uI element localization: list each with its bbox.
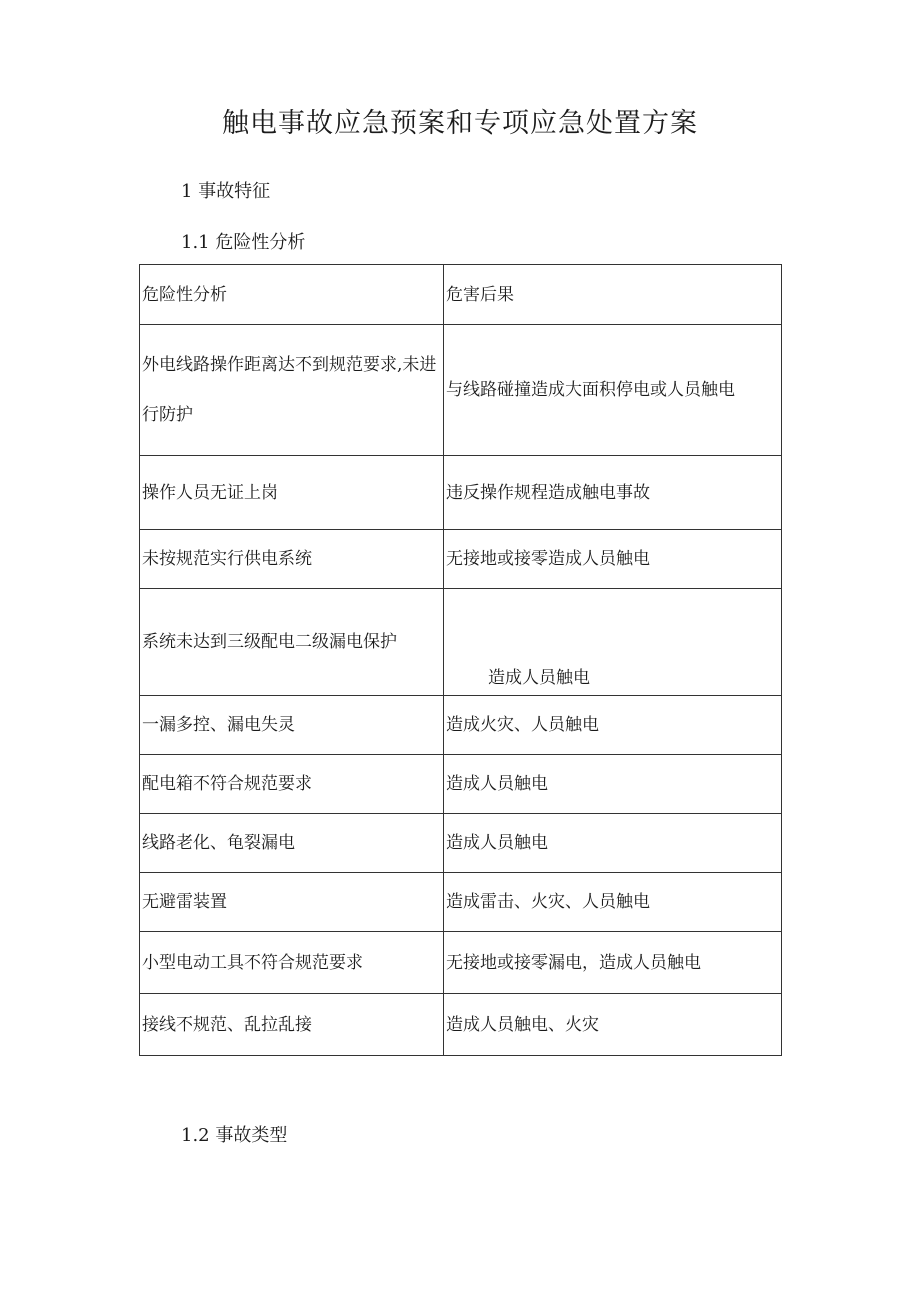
table-row bbox=[140, 814, 782, 873]
table-row bbox=[140, 873, 782, 932]
consequence-cell: 违反操作规程造成触电事故 bbox=[444, 456, 782, 530]
hazard-cell: 小型电动工具不符合规范要求 bbox=[140, 932, 444, 994]
section-heading-1: 1 事故特征 bbox=[181, 181, 271, 202]
consequence-cell: 无接地或接零造成人员触电 bbox=[444, 530, 782, 589]
consequence-cell: 无接地或接零漏电，造成人员触电 bbox=[444, 932, 782, 994]
hazard-cell: 线路老化、龟裂漏电 bbox=[140, 814, 444, 873]
consequence-cell: 造成人员触电 bbox=[444, 814, 782, 873]
consequence-cell: 造成人员触电 bbox=[444, 589, 782, 696]
hazard-cell: 接线不规范、乱拉乱接 bbox=[140, 994, 444, 1056]
hazard-cell: 外电线路操作距离达不到规范要求,未进行防护 bbox=[140, 325, 444, 456]
consequence-cell: 与线路碰撞造成大面积停电或人员触电 bbox=[444, 325, 782, 456]
table-header-row bbox=[140, 265, 782, 325]
hazard-analysis-table bbox=[139, 264, 782, 1056]
consequence-cell: 造成人员触电、火灾 bbox=[444, 994, 782, 1056]
hazard-cell: 未按规范实行供电系统 bbox=[140, 530, 444, 589]
hazard-cell: 一漏多控、漏电失灵 bbox=[140, 696, 444, 755]
section-heading-1-1: 1.1 危险性分析 bbox=[181, 232, 306, 253]
consequence-cell: 造成雷击、火灾、人员触电 bbox=[444, 873, 782, 932]
table-row bbox=[140, 530, 782, 589]
table-row bbox=[140, 755, 782, 814]
table-row bbox=[140, 994, 782, 1056]
table-row bbox=[140, 932, 782, 994]
document-title: 触电事故应急预案和专项应急处置方案 bbox=[222, 108, 698, 139]
header-hazard: 危险性分析 bbox=[140, 265, 444, 325]
hazard-cell: 操作人员无证上岗 bbox=[140, 456, 444, 530]
consequence-cell: 造成人员触电 bbox=[444, 755, 782, 814]
consequence-cell: 造成火灾、人员触电 bbox=[444, 696, 782, 755]
hazard-cell: 配电箱不符合规范要求 bbox=[140, 755, 444, 814]
hazard-cell: 系统未达到三级配电二级漏电保护 bbox=[140, 589, 444, 696]
section-heading-1-2: 1.2 事故类型 bbox=[181, 1125, 288, 1146]
hazard-cell: 无避雷装置 bbox=[140, 873, 444, 932]
table-row bbox=[140, 589, 782, 696]
table-row bbox=[140, 325, 782, 456]
table-row bbox=[140, 696, 782, 755]
table-row bbox=[140, 456, 782, 530]
header-consequence: 危害后果 bbox=[444, 265, 782, 325]
